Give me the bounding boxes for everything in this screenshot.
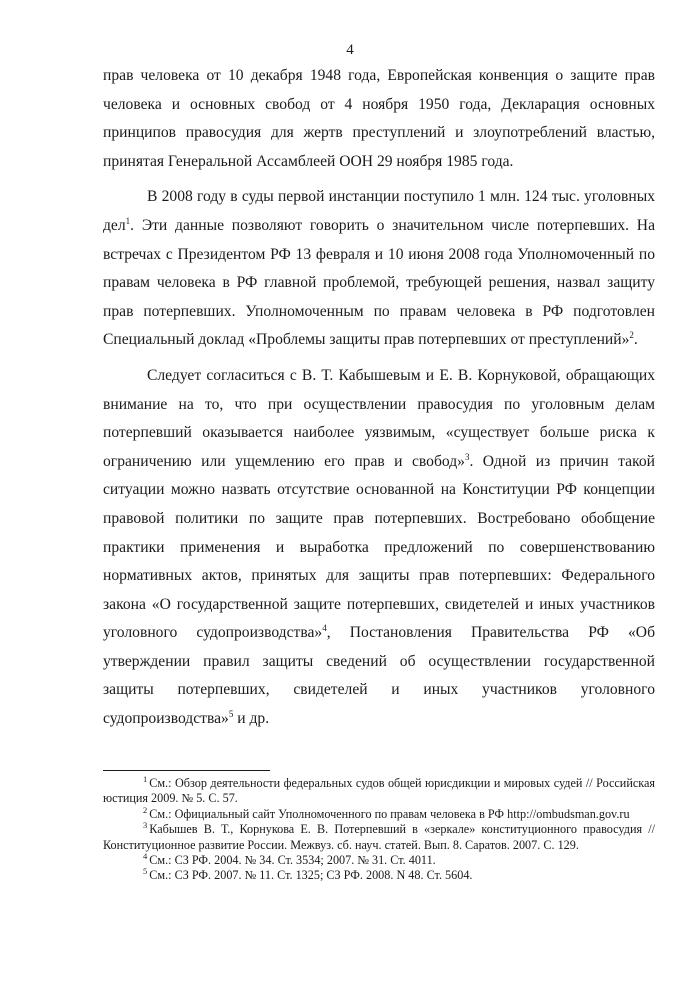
footnote-ref-2: 2	[629, 330, 634, 341]
page-number: 4	[346, 42, 354, 58]
footnote-mark: 3	[143, 820, 148, 831]
paragraph-3-text: и др.	[233, 710, 270, 728]
footnote-ref-4: 4	[322, 623, 327, 634]
footnotes	[103, 773, 655, 884]
paragraph-2-text: . Эти данные позволяют говорить о значительном числе потерпевших. На встречах с Президентом РФ 13 февраля и 10 июня 2008 года Уполномоченный по правам человека в РФ главной проблемой, требующей решения, назвал защиту прав потерпевших. Уполномоченным по правам человека в РФ подготовлен Специальный доклад «Проблемы защиты прав потерпевших от преступлений»	[103, 216, 655, 349]
footnote-text: См.: Обзор деятельности федеральных судов общей юрисдикции и мировых судей // Российская юстиция 2009. № 5. С. 57.	[103, 776, 655, 806]
footnote-separator	[103, 770, 270, 771]
footnote-mark: 2	[143, 804, 148, 815]
footnote-ref-3: 3	[464, 451, 470, 462]
paragraph-3	[103, 362, 655, 734]
footnote-text: Кабышев В. Т., Корнукова Е. В. Потерпевший в «зеркале» конституционного правосудия // Конституционное развитие России. Межвуз. сб. науч. статей. Вып. 8. Саратов. 2007. С. 129.	[103, 822, 655, 852]
paragraph-2-text: .	[633, 331, 638, 349]
paragraph-2-text: В 2008 году в суды первой инстанции поступило 1 млн. 124 тыс. уголовных дел	[103, 188, 655, 234]
footnote-text: См.: Официальный сайт Уполномоченного по правам человека в РФ http://ombudsman.gov.ru	[149, 806, 630, 821]
footnote-mark: 4	[143, 850, 148, 861]
footnote-1	[103, 773, 655, 807]
paragraph-3-text: , Постановления Правительства РФ «Об утверждении правил защиты сведений об осуществлении государственной защиты потерпевших, свидетелей и иных участников уголовного судопроизводства»	[103, 624, 655, 728]
paragraph-1: прав человека от 10 декабря 1948 года, Европейская конвенция о защите прав человека и основных свобод от 4 ноября 1950 года, Декларация основных принципов правосудия для жертв преступлений и злоупотреблений властью, принятая Генеральной Ассамблеей ООН 29 ноября 1985 года.	[103, 67, 655, 170]
paragraph-2	[103, 183, 655, 355]
footnote-text: См.: СЗ РФ. 2004. № 34. Ст. 3534; 2007. № 31. Ст. 4011.	[149, 853, 436, 868]
paragraph-3-text: . Одной из причин такой ситуации можно назвать отсутствие основанной на Конституции РФ концепции правовой политики по защите прав потерпевших. Востребовано обобщение практики применения и выработка предложений по совершенствованию нормативных актов, принятых для защиты прав потерпевших: Федерального закона «О государственной защите потерпевших, свидетелей и иных участников уголовного судопроизводства»	[103, 452, 655, 642]
footnote-mark: 5	[143, 866, 148, 877]
footnote-ref-5: 5	[228, 708, 234, 719]
footnote-text: См.: СЗ РФ. 2007. № 11. Ст. 1325; СЗ РФ. 2008. N 48. Ст. 5604.	[149, 868, 473, 883]
footnote-3	[103, 822, 655, 853]
paragraph-3-text: Следует согласиться с В. Т. Кабышевым и Е. В. Корнуковой, обращающих внимание на то, что при осуществлении правосудия по уголовным делам потерпевший оказывается наиболее уязвимым, «существует больше риска к ограничению или ущемлению его прав и свобод»	[103, 366, 655, 470]
body-text	[103, 62, 655, 734]
footnote-4	[103, 850, 655, 868]
footnote-2	[103, 804, 655, 822]
footnote-mark: 1	[143, 773, 148, 784]
footnote-ref-1: 1	[125, 215, 131, 226]
footnote-5	[103, 868, 655, 883]
